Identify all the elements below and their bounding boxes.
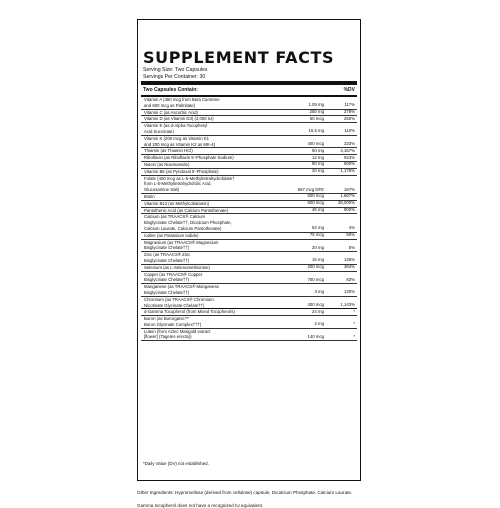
nutrient-dv: * [353, 308, 355, 314]
daily-value-note: *Daily Value (DV) not established. [143, 461, 209, 466]
nutrient-amount: 50 mg [312, 147, 324, 153]
nutrient-dv: 130% [344, 289, 355, 295]
nutrient-name: Biotin [144, 193, 155, 199]
nutrient-name: Vitamin C (as Ascorbic Acid) [144, 109, 198, 115]
table-row [141, 309, 357, 316]
table-row [141, 201, 357, 208]
nutrient-amount: 400 mcg [307, 302, 324, 307]
table-row [141, 297, 357, 310]
nutrient-dv: * [353, 321, 355, 327]
nutrient-amount: 80 mg [312, 161, 324, 167]
nutrient-amount: 250 mg [309, 109, 324, 115]
nutrient-table [141, 97, 357, 341]
table-row [141, 240, 357, 253]
nutrient-amount: 1.05 mg [308, 102, 324, 108]
thick-divider [141, 81, 357, 85]
nutrient-amount: 750 mcg [307, 276, 324, 282]
table-row [141, 284, 357, 297]
nutrient-name: Calcium (as TRAACS® Calcium Bisglycinate Chelate††, Dicalcium Phosphate, Calcium Laurate, Calcium Pantothenate) [144, 214, 232, 231]
nutrient-amount: 600 mcg [307, 200, 324, 206]
panel-title: SUPPLEMENT FACTS [143, 48, 335, 67]
header-dv: %DV [343, 87, 355, 93]
nutrient-name: Vitamin E (as d-Alpha Tocopheryl Acid Succinate) [144, 123, 208, 134]
nutrient-amount: 667 mcg DFE [297, 186, 324, 192]
nutrient-dv: 136% [344, 257, 355, 263]
header-contents: Two Capsules Contain: [143, 87, 198, 93]
nutrient-name: d-Gamma Tocopherol (from Mixed Tocopherols) [144, 309, 235, 315]
nutrient-name: Vitamin B6 (as Pyridoxal 5'-Phosphate) [144, 168, 219, 174]
nutrient-name: Magnesium (as TRAACS® Magnesium Bisglycinate Chelate††) [144, 239, 219, 251]
table-row [141, 97, 357, 110]
nutrient-name: Vitamin B12 (as Methylcobalamin) [144, 200, 210, 206]
nutrient-dv: 250% [344, 115, 355, 121]
serving-size: Serving Size: Two Capsules [143, 67, 208, 73]
nutrient-dv: 500% [344, 161, 355, 167]
nutrient-amount: 500 mcg [307, 193, 324, 199]
table-row [141, 194, 357, 201]
nutrient-name: Boron (as Bororganic™ Boron Glycinate Complex†††) [144, 316, 202, 327]
nutrient-name: Folate (400 mcg as L-5-Methyltetrahydrofolate† from L-5-Methyltetrahydrofolic Acid, Glucosamine Salt) [144, 175, 235, 193]
nutrient-name: Riboflavin (as Riboflavin 5'-Phosphate Sodium) [144, 155, 234, 161]
nutrient-name: Iodine (as Potassium Iodide) [144, 232, 199, 238]
nutrient-name: Pantothenic Acid (as Calcium Pantothenate) [144, 207, 229, 213]
nutrient-amount: 75 mcg [309, 232, 324, 238]
nutrient-dv: 364% [344, 264, 355, 270]
nutrient-amount: 20 mg [312, 168, 324, 174]
servings-per-container: Servings Per Container: 30 [143, 74, 206, 80]
table-row [141, 252, 357, 265]
gamma-tocopherol-note: Gamma tocopherol does not have a recognized IU equivalent. [137, 503, 264, 508]
table-row [141, 214, 357, 232]
nutrient-amount: 20 mg [312, 244, 324, 250]
nutrient-dv: 1,667% [340, 193, 355, 199]
nutrient-name: Vitamin K (200 mcg as Vitamin K1 and 200 mcg as Vitamin K2 as MK-4) [144, 135, 216, 147]
nutrient-dv: * [353, 333, 355, 339]
table-row [141, 176, 357, 194]
nutrient-name: Zinc (as TRAACS® Zinc Bisglycinate Chelate††) [144, 252, 191, 263]
table-row [141, 169, 357, 176]
nutrient-name: Selenium (as L-Selenomethionine) [144, 264, 210, 270]
nutrient-dv: 117% [344, 102, 355, 108]
nutrient-amount: 3 mg [314, 289, 324, 295]
nutrient-dv: 1,176% [340, 168, 355, 174]
nutrient-dv: 83% [346, 276, 355, 282]
nutrient-dv: 1,143% [340, 302, 355, 307]
table-row [141, 110, 357, 117]
nutrient-name: Chromium (as TRAACS® Chromium Nicotinate Glycinate Chelate††) [144, 296, 214, 308]
nutrient-dv: 4% [348, 225, 355, 231]
nutrient-dv: 5% [348, 244, 355, 250]
nutrient-amount: 16.5 mg [308, 128, 324, 134]
table-row [141, 116, 357, 123]
table-row [141, 136, 357, 149]
nutrient-amount: 15 mg [312, 257, 324, 263]
table-row [141, 272, 357, 285]
table-header [143, 87, 356, 95]
nutrient-dv: 167% [344, 186, 355, 192]
nutrient-name: Thiamin (as Thiamin HCl) [144, 148, 193, 154]
table-row [141, 316, 357, 329]
nutrient-amount: 50 mcg [309, 115, 324, 121]
nutrient-name: Vitamin D (as Vitamin D3) (2,000 IU) [144, 116, 214, 122]
table-row [141, 123, 357, 136]
nutrient-dv: 333% [344, 141, 355, 147]
table-row [141, 148, 357, 155]
table-row [141, 162, 357, 169]
table-row [141, 265, 357, 272]
nutrient-name: Lutein (from Aztec Marigold extract [flower] (Tagetes erecta)) [144, 328, 211, 340]
table-row [141, 155, 357, 162]
nutrient-name: Niacin (as Niacinamide) [144, 161, 190, 167]
nutrient-dv: 900% [344, 207, 355, 213]
nutrient-amount: 24 mg [312, 308, 324, 314]
supplement-facts-panel [137, 19, 361, 481]
nutrient-dv: 4,167% [340, 147, 355, 153]
nutrient-amount: 2 mg [314, 321, 324, 327]
nutrient-dv: 278% [344, 109, 355, 115]
nutrient-dv: 50% [346, 232, 355, 238]
nutrient-dv: 25,000% [338, 200, 355, 206]
nutrient-amount: 400 mcg [307, 141, 324, 147]
table-row [141, 329, 357, 342]
nutrient-amount: 140 mcg [307, 333, 324, 339]
nutrient-amount: 200 mcg [307, 264, 324, 270]
table-row [141, 208, 357, 215]
table-row [141, 233, 357, 240]
nutrient-name: Copper (as TRAACS® Copper Bisglycinate Chelate††) [144, 271, 203, 283]
nutrient-name: Manganese (as TRAACS® Manganese Bisglycinate Chelate††) [144, 284, 219, 295]
other-ingredients: Other Ingredients: Hypromellose (derived from cellulose) capsule, Dicalcium Phosphate, Calcium Laurate. [137, 490, 353, 495]
nutrient-amount: 12 mg [312, 154, 324, 160]
nutrient-dv: 923% [344, 154, 355, 160]
nutrient-amount: 45 mg [312, 207, 324, 213]
nutrient-amount: 52 mg [312, 225, 324, 231]
nutrient-dv: 110% [344, 128, 355, 134]
nutrient-name: Vitamin A (450 mcg from Beta Carotene and 600 mcg as Palmitate) [144, 97, 220, 108]
